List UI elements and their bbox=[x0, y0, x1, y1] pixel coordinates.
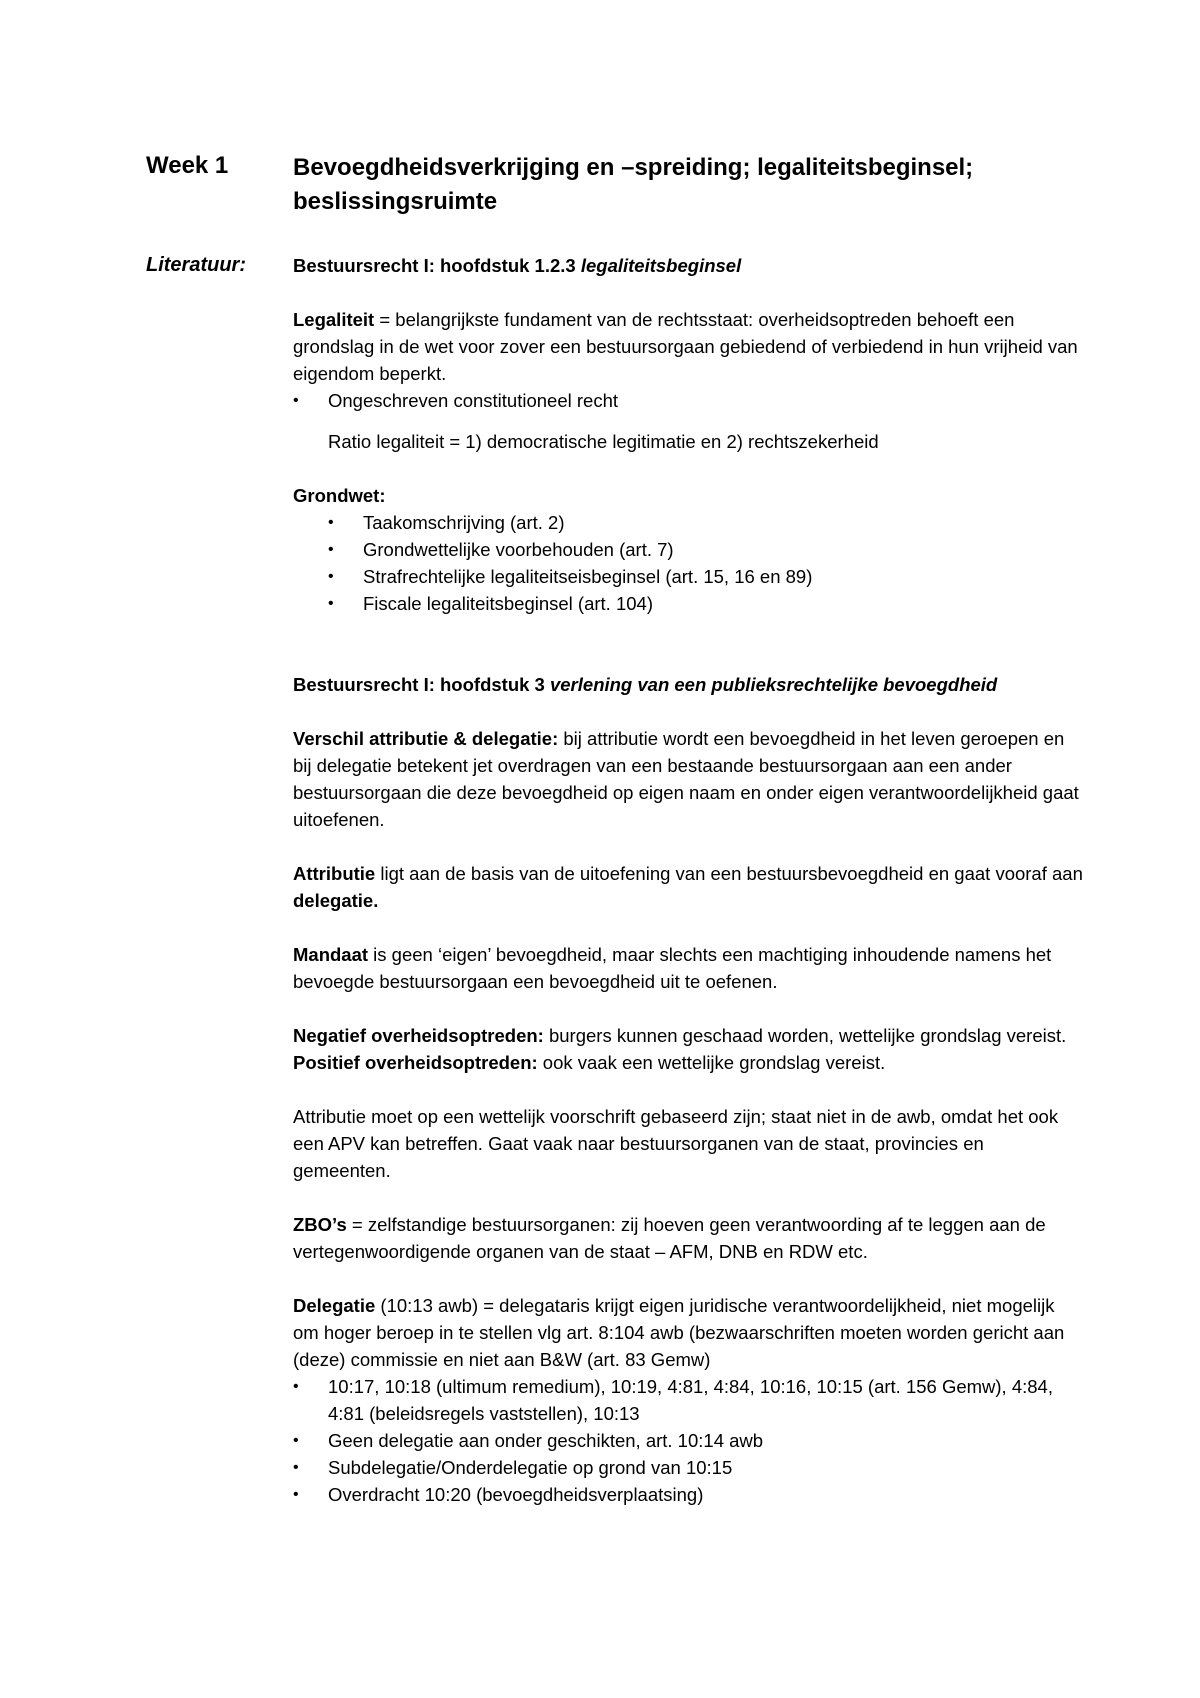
heading-italic: legaliteitsbeginsel bbox=[580, 255, 742, 276]
bullet-icon: • bbox=[328, 595, 334, 612]
legaliteit-text: = belangrijkste fundament van de rechtsstaat: overheidsoptreden behoeft een grondslag in de wet voor zover een bestuursorgaan gebiedend of verbiedend in hun vrijheid van eigendom beperkt. bbox=[293, 309, 1078, 384]
list-item: • Geen delegatie aan onder geschikten, art. 10:14 awb bbox=[293, 1427, 1083, 1454]
literature-label: Literatuur: bbox=[146, 254, 246, 276]
paragraph-attributie-wet: Attributie moet op een wettelijk voorschrift gebaseerd zijn; staat niet in de awb, omdat het ook een APV kan betreffen. Gaat vaak naar bestuursorganen van de staat, provincies en gemeenten. bbox=[293, 1106, 1059, 1181]
bullet-icon: • bbox=[293, 1378, 299, 1395]
heading-bold: Bestuursrecht I: hoofdstuk 3 bbox=[293, 674, 550, 695]
bullet-list-grondwet bbox=[293, 509, 1083, 617]
ratio-legaliteit: Ratio legaliteit = 1) democratische legitimatie en 2) rechtszekerheid bbox=[328, 431, 879, 452]
heading-bold: Bestuursrecht I: hoofdstuk 1.2.3 bbox=[293, 255, 581, 276]
paragraph-positief: Positief overheidsoptreden: ook vaak een wettelijke grondslag vereist. bbox=[293, 1052, 886, 1073]
week-label: Week 1 bbox=[146, 152, 229, 179]
paragraph-attributie: Attributie ligt aan de basis van de uitoefening van een bestuursbevoegdheid en gaat vooraf aan delegatie. bbox=[293, 863, 1083, 911]
list-item: • Grondwettelijke voorbehouden (art. 7) bbox=[293, 536, 1083, 563]
bullet-list-legaliteit bbox=[293, 387, 1083, 414]
list-item: • 10:17, 10:18 (ultimum remedium), 10:19, 4:81, 4:84, 10:16, 10:15 (art. 156 Gemw), 4:84, 4:81 (beleidsregels vaststellen), 10:13 bbox=[293, 1373, 1083, 1427]
list-item: • Strafrechtelijke legaliteitseisbeginsel (art. 15, 16 en 89) bbox=[293, 563, 1083, 590]
section-heading-verlening bbox=[293, 671, 1083, 698]
list-item: • Taakomschrijving (art. 2) bbox=[293, 509, 1083, 536]
bullet-icon: • bbox=[293, 1432, 299, 1449]
bullet-icon: • bbox=[328, 568, 334, 585]
paragraph-zbo: ZBO’s = zelfstandige bestuursorganen: zij hoeven geen verantwoording af te leggen aan de vertegenwoordigende organen van de staat – AFM, DNB en RDW etc. bbox=[293, 1214, 1046, 1262]
paragraph-verschil: Verschil attributie & delegatie: bij attributie wordt een bevoegdheid in het leven geroepen en bij delegatie betekent jet overdragen van een bestaande bestuursorgaan aan een ander bestuursorgaan die deze bevoegdheid op eigen naam en onder eigen verantwoordelijkheid gaat uitoefenen. bbox=[293, 728, 1079, 830]
bullet-icon: • bbox=[293, 1459, 299, 1476]
paragraph-delegatie: Delegatie (10:13 awb) = delegataris krijgt eigen juridische verantwoordelijkheid, niet mogelijk om hoger beroep in te stellen vlg art. 8:104 awb (bezwaarschriften moeten worden gericht aan (deze) commissie en niet aan B&W (art. 83 Gemw) bbox=[293, 1295, 1065, 1370]
heading-italic: verlening van een publieksrechtelijke bevoegdheid bbox=[549, 674, 998, 695]
paragraph-mandaat: Mandaat is geen ‘eigen’ bevoegdheid, maar slechts een machtiging inhoudende namens het bevoegde bestuursorgaan een bevoegdheid uit te oefenen. bbox=[293, 944, 1052, 992]
bullet-icon: • bbox=[328, 514, 334, 531]
list-item: • Subdelegatie/Onderdelegatie op grond van 10:15 bbox=[293, 1454, 1083, 1481]
list-item: • Overdracht 10:20 (bevoegdheidsverplaatsing) bbox=[293, 1481, 1083, 1508]
list-item: • Ongeschreven constitutioneel recht bbox=[293, 387, 1083, 414]
bullet-list-delegatie bbox=[293, 1373, 1083, 1508]
section-heading-legaliteit bbox=[293, 252, 1083, 279]
page-title: Bevoegdheidsverkrijging en –spreiding; legaliteitsbeginsel; beslissingsruimte bbox=[293, 154, 974, 215]
bullet-icon: • bbox=[293, 1486, 299, 1503]
bullet-icon: • bbox=[328, 541, 334, 558]
paragraph-negatief: Negatief overheidsoptreden: burgers kunnen geschaad worden, wettelijke grondslag vereist. bbox=[293, 1025, 1067, 1046]
grondwet-label: Grondwet: bbox=[293, 485, 386, 506]
list-item: • Fiscale legaliteitsbeginsel (art. 104) bbox=[293, 590, 1083, 617]
bullet-icon: • bbox=[293, 392, 299, 409]
term-legaliteit: Legaliteit bbox=[293, 309, 375, 330]
paragraph-legaliteit bbox=[293, 306, 1083, 387]
document-body bbox=[293, 252, 1083, 1508]
